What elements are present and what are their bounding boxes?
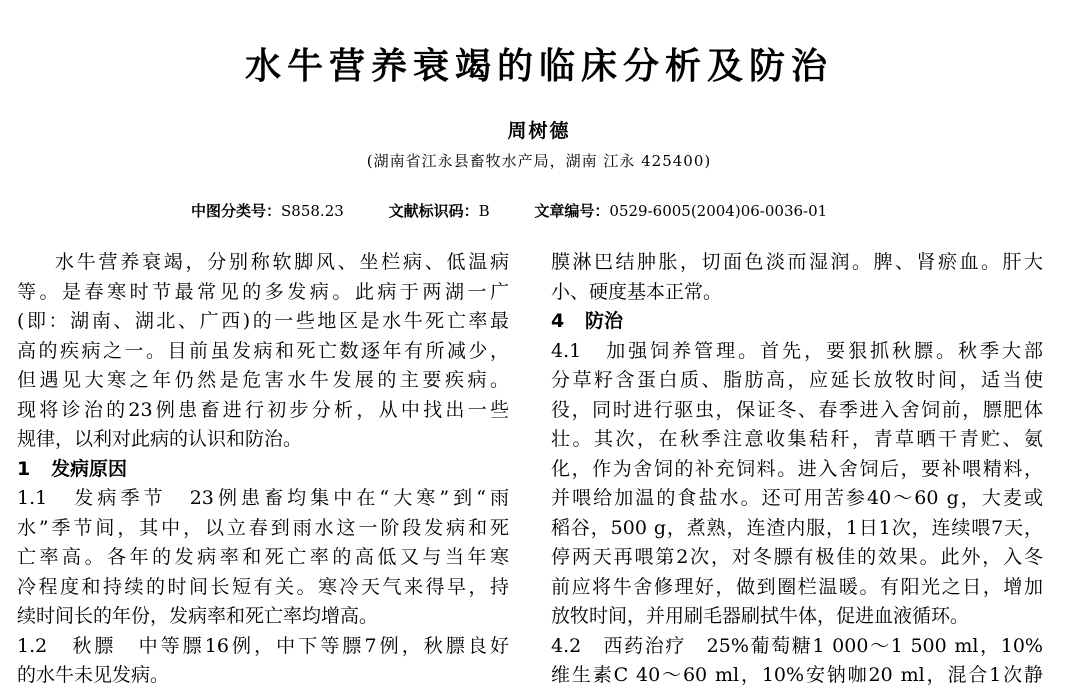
s41-line: 役，同时进行驱虫，保证冬、春季进入舍饲前，膘肥体 xyxy=(551,398,1043,421)
s41-line: 并喂给加温的食盐水。还可用苦参40～60 g，大麦或 xyxy=(551,487,1043,509)
doc-label: 文献标识码： xyxy=(388,202,479,220)
intro-line: 规律，以利对此病的认识和防治。 xyxy=(17,428,303,450)
document-code xyxy=(389,202,490,220)
classification-line xyxy=(191,200,867,221)
section-title: 防治 xyxy=(585,310,624,332)
clc-value: S858.23 xyxy=(281,202,344,220)
s12-line: 的水牛未见发病。 xyxy=(17,664,170,686)
s11-line: 冷程度和持续的时间长短有关。寒冷天气来得早，持 xyxy=(17,575,509,598)
article-label: 文章编号： xyxy=(534,202,610,220)
s41-line: 分草籽含蛋白质、脂肪高，应延长放牧时间，适当使 xyxy=(551,369,1043,391)
s11-line: 1.1 发病季节 23例患畜均集中在“大寒”到“雨 xyxy=(17,487,509,509)
section-heading-4 xyxy=(551,307,1043,337)
clc-number xyxy=(191,202,344,220)
s41-line: 放牧时间，并用刷毛器刷拭牛体，促进血液循环。 xyxy=(551,605,970,627)
s42-line: 维生素C 40～60 ml，10%安钠咖20 ml，混合1次静 xyxy=(551,664,1043,686)
intro-line: 水牛营养衰竭，分别称软脚风、坐栏病、低温病 xyxy=(55,251,509,273)
intro-line: 但遇见大寒之年仍然是危害水牛发展的主要疾病。 xyxy=(17,369,509,391)
s41-line: 壮。其次，在秋季注意收集秸秆，青草晒干青贮、氨 xyxy=(551,428,1043,450)
author-name: 周树德 xyxy=(507,120,571,142)
s41-line: 停两天再喂第2次，对冬膘有极佳的效果。此外，入冬 xyxy=(551,546,1043,568)
s12-line: 1.2 秋膘 中等膘16例，中下等膘7例，秋膘良好 xyxy=(17,634,509,657)
intro-line: (即：湖南、湖北、广西)的一些地区是水牛死亡率最 xyxy=(17,310,509,332)
s11-line: 亡率高。各年的发病率和死亡率的高低又与当年寒 xyxy=(17,546,509,568)
article-title: 水牛营养衰竭的临床分析及防治 xyxy=(244,46,833,87)
left-column xyxy=(17,248,509,691)
s11-line: 续时间长的年份，发病率和死亡率均增高。 xyxy=(17,605,379,627)
continued-line: 膜淋巴结肿胀，切面色淡而湿润。脾、肾瘀血。肝大 xyxy=(551,251,1043,273)
intro-line: 现将诊治的23例患畜进行初步分析，从中找出一些 xyxy=(17,398,509,421)
s41-line: 化，作为舍饲的补充饲料。进入舍饲后，要补喂精料， xyxy=(551,457,1043,480)
intro-line: 等。是春寒时节最常见的多发病。此病于两湖一广 xyxy=(17,280,509,303)
article-number xyxy=(534,202,827,220)
s42-line: 4.2 西药治疗 25%葡萄糖1 000～1 500 ml，10% xyxy=(551,634,1043,657)
continued-line: 小、硬度基本正常。 xyxy=(551,280,723,303)
author-affiliation: (湖南省江永县畜牧水产局，湖南 江永 425400) xyxy=(366,152,712,170)
s41-line: 稻谷，500 g，煮熟，连渣内服，1日1次，连续喂7天， xyxy=(551,516,1043,539)
s11-line: 水”季节间，其中，以立春到雨水这一阶段发病和死 xyxy=(17,516,509,539)
section-number: 4 xyxy=(551,310,565,332)
doc-value: B xyxy=(478,202,490,220)
article-value: 0529-6005(2004)06-0036-01 xyxy=(609,202,828,220)
s41-line: 4.1 加强饲养管理。首先，要狠抓秋膘。秋季大部 xyxy=(551,339,1043,362)
s41-line: 前应将牛舍修理好，做到圈栏温暖。有阳光之日，增加 xyxy=(551,575,1043,598)
clc-label: 中图分类号： xyxy=(191,202,282,220)
right-column xyxy=(551,248,1043,691)
section-heading-1 xyxy=(17,455,509,485)
intro-line: 高的疾病之一。目前虽发病和死亡数逐年有所减少， xyxy=(17,339,509,362)
section-number: 1 xyxy=(17,457,31,480)
section-title: 发病原因 xyxy=(51,457,128,480)
